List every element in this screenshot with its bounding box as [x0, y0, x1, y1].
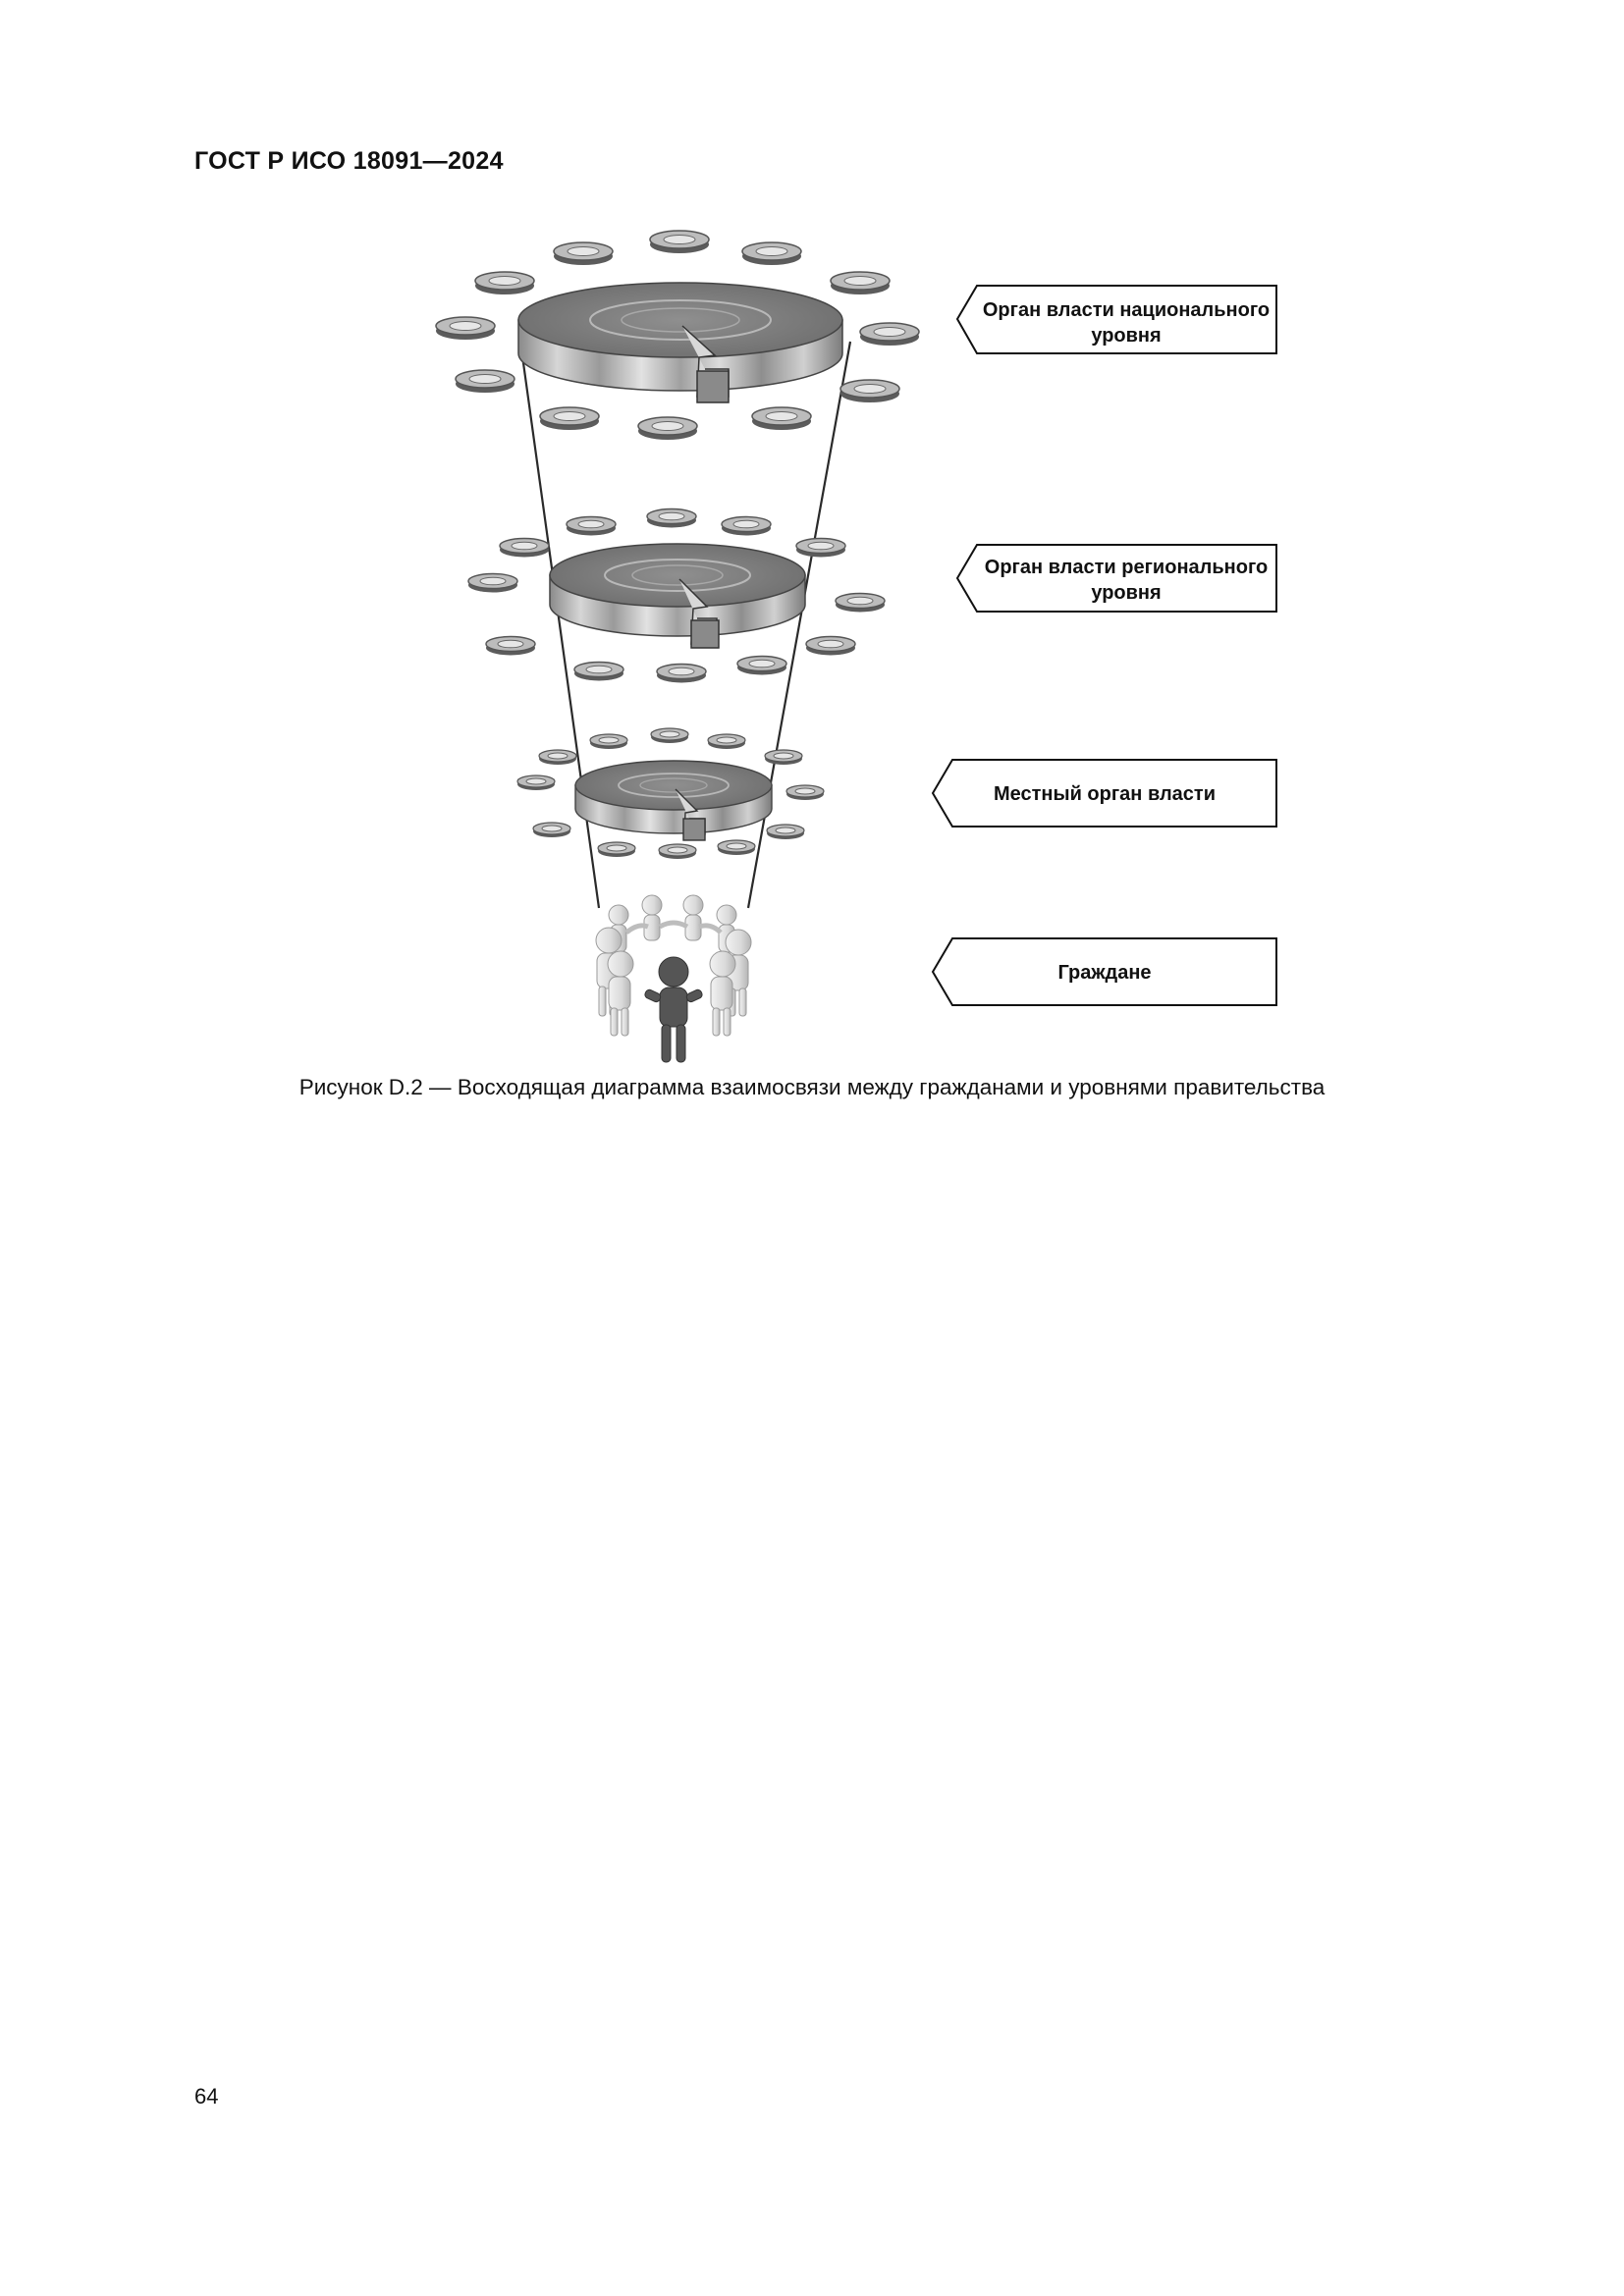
- figure-diagram: [0, 0, 1624, 1080]
- citizens-group: [596, 895, 751, 1062]
- page-number: 64: [194, 2084, 219, 2109]
- label-regional-line2: уровня: [1091, 582, 1162, 604]
- label-local: [933, 760, 1276, 827]
- figure-caption: Рисунок D.2 — Восходящая диаграмма взаимосвязи между гражданами и уровнями правительства: [298, 1075, 1326, 1099]
- label-citizens-text: Граждане: [1057, 962, 1152, 984]
- label-citizens: [933, 938, 1276, 1005]
- label-national-line2: уровня: [1091, 325, 1162, 347]
- national-disk: [518, 283, 842, 402]
- regional-disk: [550, 544, 805, 648]
- label-national-line1: Орган власти национального: [982, 299, 1271, 321]
- label-national: [957, 286, 1276, 353]
- local-disk: [575, 761, 772, 840]
- label-regional: [957, 545, 1276, 612]
- document-header: ГОСТ Р ИСО 18091—2024: [194, 147, 504, 175]
- label-local-text: Местный орган власти: [993, 783, 1217, 805]
- label-regional-line1: Орган власти регионального: [984, 557, 1269, 578]
